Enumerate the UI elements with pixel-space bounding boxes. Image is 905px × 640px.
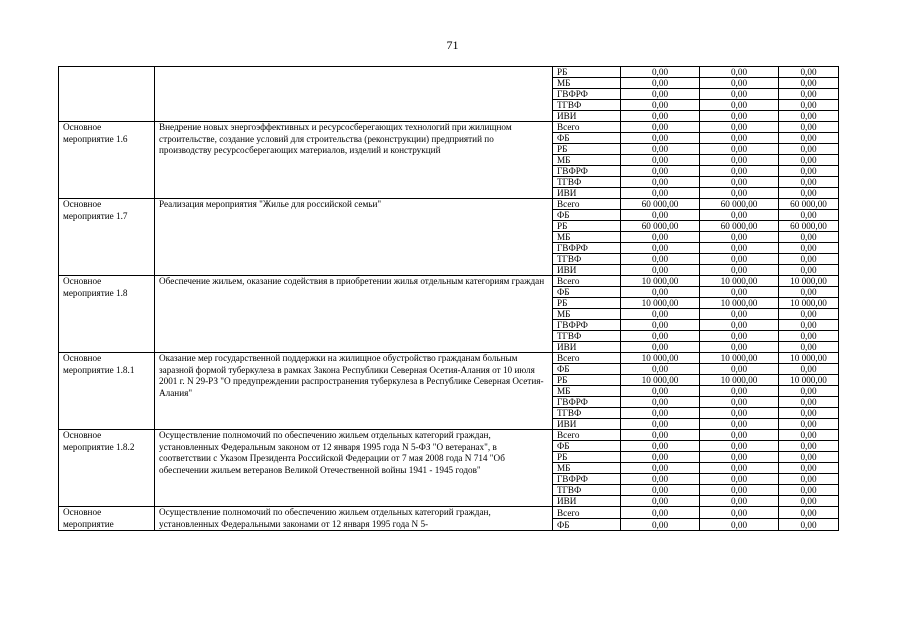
measure-description-cell: Осуществление полномочий по обеспечению жильем отдельных категорий граждан, установленных Федеральным законом от 12 января 1995 года N 5-ФЗ "О ветеранах", в соответствии с Указом Президента Российской Федерации от 7 мая 2008 года N 714 "Об обеспечении жильем ветеранов Великой Отечественной войны 1941 - 1945 годов" [155,430,553,507]
amount-cell: 0,00 [700,496,779,507]
amount-cell: 0,00 [621,232,700,243]
table-row [59,353,839,364]
budget-table-body [59,67,839,531]
amount-cell: 0,00 [621,342,700,353]
amount-cell: 0,00 [700,100,779,111]
funding-source-cell: ИВИ [553,496,621,507]
amount-cell: 0,00 [621,496,700,507]
amount-cell: 0,00 [779,419,839,430]
amount-cell: 0,00 [621,188,700,199]
amount-cell: 0,00 [700,210,779,221]
amount-cell: 0,00 [621,122,700,133]
amount-cell: 0,00 [621,419,700,430]
amount-cell: 0,00 [700,320,779,331]
funding-source-cell: ИВИ [553,419,621,430]
amount-cell: 0,00 [700,232,779,243]
table-row [59,276,839,287]
amount-cell: 0,00 [700,331,779,342]
funding-source-cell: ИВИ [553,111,621,122]
measure-description-cell: Реализация мероприятия "Жилье для российской семьи" [155,199,553,276]
amount-cell: 10 000,00 [779,353,839,364]
amount-cell: 0,00 [621,100,700,111]
amount-cell: 10 000,00 [779,276,839,287]
amount-cell: 0,00 [621,89,700,100]
measure-name-cell [59,67,155,122]
amount-cell: 0,00 [700,309,779,320]
amount-cell: 0,00 [700,463,779,474]
funding-source-cell: ФБ [553,519,621,531]
amount-cell: 0,00 [779,507,839,519]
amount-cell: 0,00 [700,419,779,430]
amount-cell: 60 000,00 [621,199,700,210]
amount-cell: 0,00 [779,67,839,78]
amount-cell: 0,00 [779,342,839,353]
funding-source-cell: Всего [553,199,621,210]
amount-cell: 0,00 [700,342,779,353]
funding-source-cell: ИВИ [553,265,621,276]
amount-cell: 0,00 [700,122,779,133]
measure-name-cell: Основное мероприятие 1.8.2 [59,430,155,507]
amount-cell: 0,00 [779,519,839,531]
amount-cell: 0,00 [779,397,839,408]
amount-cell: 0,00 [779,166,839,177]
funding-source-cell: ГВФРФ [553,474,621,485]
amount-cell: 0,00 [700,166,779,177]
funding-source-cell: РБ [553,375,621,386]
table-row [59,507,839,519]
amount-cell: 0,00 [779,188,839,199]
amount-cell: 0,00 [779,287,839,298]
amount-cell: 0,00 [700,243,779,254]
amount-cell: 0,00 [779,254,839,265]
funding-source-cell: РБ [553,452,621,463]
funding-source-cell: ТГВФ [553,254,621,265]
amount-cell: 0,00 [621,364,700,375]
amount-cell: 0,00 [621,441,700,452]
amount-cell: 0,00 [700,430,779,441]
amount-cell: 0,00 [621,67,700,78]
amount-cell: 60 000,00 [779,199,839,210]
amount-cell: 0,00 [779,364,839,375]
budget-table [58,66,839,531]
funding-source-cell: ФБ [553,287,621,298]
measure-name-cell: Основное мероприятие [59,507,155,531]
funding-source-cell: РБ [553,144,621,155]
amount-cell: 0,00 [700,188,779,199]
funding-source-cell: ГВФРФ [553,243,621,254]
amount-cell: 10 000,00 [700,276,779,287]
amount-cell: 0,00 [621,320,700,331]
amount-cell: 0,00 [621,430,700,441]
amount-cell: 0,00 [779,177,839,188]
amount-cell: 0,00 [779,331,839,342]
amount-cell: 0,00 [700,111,779,122]
table-row [59,430,839,441]
measure-description-cell: Обеспечение жильем, оказание содействия в приобретении жилья отдельным категориям граждан [155,276,553,353]
funding-source-cell: Всего [553,276,621,287]
amount-cell: 10 000,00 [621,375,700,386]
table-row [59,199,839,210]
amount-cell: 0,00 [779,452,839,463]
amount-cell: 0,00 [779,100,839,111]
amount-cell: 0,00 [621,519,700,531]
amount-cell: 0,00 [621,254,700,265]
amount-cell: 0,00 [700,254,779,265]
amount-cell: 0,00 [779,78,839,89]
amount-cell: 0,00 [700,441,779,452]
amount-cell: 60 000,00 [779,221,839,232]
amount-cell: 0,00 [779,309,839,320]
measure-name-cell: Основное мероприятие 1.7 [59,199,155,276]
amount-cell: 0,00 [700,78,779,89]
amount-cell: 0,00 [700,408,779,419]
amount-cell: 0,00 [621,408,700,419]
amount-cell: 0,00 [779,430,839,441]
funding-source-cell: МБ [553,463,621,474]
amount-cell: 0,00 [621,397,700,408]
amount-cell: 0,00 [779,408,839,419]
funding-source-cell: ИВИ [553,188,621,199]
amount-cell: 10 000,00 [621,353,700,364]
amount-cell: 0,00 [779,441,839,452]
amount-cell: 0,00 [700,519,779,531]
amount-cell: 0,00 [700,397,779,408]
amount-cell: 0,00 [700,474,779,485]
funding-source-cell: Всего [553,122,621,133]
amount-cell: 60 000,00 [700,199,779,210]
amount-cell: 0,00 [700,177,779,188]
amount-cell: 0,00 [700,67,779,78]
amount-cell: 0,00 [779,386,839,397]
funding-source-cell: ФБ [553,364,621,375]
funding-source-cell: ИВИ [553,342,621,353]
amount-cell: 0,00 [621,133,700,144]
funding-source-cell: ТГВФ [553,177,621,188]
funding-source-cell: ТГВФ [553,100,621,111]
amount-cell: 0,00 [700,364,779,375]
amount-cell: 0,00 [779,144,839,155]
amount-cell: 0,00 [779,320,839,331]
funding-source-cell: ГВФРФ [553,89,621,100]
amount-cell: 0,00 [621,485,700,496]
measure-description-cell: Оказание мер государственной поддержки на жилищное обустройство гражданам больным заразной формой туберкулеза в рамках Закона Республики Северная Осетия-Алания от 10 июля 2001 г. N 29-РЗ "О предупреждении распространения туберкулеза в Республике Северная Осетия-Алания" [155,353,553,430]
measure-name-cell: Основное мероприятие 1.8.1 [59,353,155,430]
measure-description-cell [155,67,553,122]
amount-cell: 0,00 [779,474,839,485]
measure-description-cell: Осуществление полномочий по обеспечению жильем отдельных категорий граждан, установленных Федеральными законами от 12 января 1995 года N 5- [155,507,553,531]
funding-source-cell: Всего [553,430,621,441]
amount-cell: 0,00 [700,133,779,144]
amount-cell: 0,00 [621,287,700,298]
amount-cell: 0,00 [779,89,839,100]
amount-cell: 60 000,00 [621,221,700,232]
funding-source-cell: ФБ [553,133,621,144]
funding-source-cell: МБ [553,386,621,397]
amount-cell: 10 000,00 [779,375,839,386]
amount-cell: 0,00 [621,309,700,320]
funding-source-cell: ГВФРФ [553,320,621,331]
funding-source-cell: РБ [553,298,621,309]
funding-source-cell: Всего [553,507,621,519]
funding-source-cell: МБ [553,155,621,166]
amount-cell: 0,00 [779,155,839,166]
amount-cell: 0,00 [621,78,700,89]
amount-cell: 0,00 [621,111,700,122]
amount-cell: 0,00 [621,463,700,474]
amount-cell: 10 000,00 [700,375,779,386]
amount-cell: 0,00 [700,386,779,397]
amount-cell: 0,00 [779,111,839,122]
funding-source-cell: ТГВФ [553,408,621,419]
amount-cell: 0,00 [700,265,779,276]
amount-cell: 0,00 [700,485,779,496]
funding-source-cell: ТГВФ [553,331,621,342]
amount-cell: 0,00 [779,133,839,144]
amount-cell: 0,00 [621,386,700,397]
table-row [59,67,839,78]
funding-source-cell: МБ [553,78,621,89]
amount-cell: 0,00 [700,144,779,155]
amount-cell: 10 000,00 [621,298,700,309]
amount-cell: 10 000,00 [700,353,779,364]
amount-cell: 0,00 [621,243,700,254]
funding-source-cell: ФБ [553,210,621,221]
amount-cell: 0,00 [779,463,839,474]
table-row [59,122,839,133]
funding-source-cell: РБ [553,67,621,78]
amount-cell: 0,00 [779,232,839,243]
funding-source-cell: ТГВФ [553,485,621,496]
amount-cell: 0,00 [621,144,700,155]
amount-cell: 0,00 [621,155,700,166]
funding-source-cell: ФБ [553,441,621,452]
funding-source-cell: РБ [553,221,621,232]
amount-cell: 0,00 [779,122,839,133]
amount-cell: 0,00 [621,452,700,463]
amount-cell: 0,00 [779,496,839,507]
amount-cell: 60 000,00 [700,221,779,232]
funding-source-cell: МБ [553,232,621,243]
measure-description-cell: Внедрение новых энергоэффективных и ресурсосберегающих технологий при жилищном строительстве, создание условий для строительства (реконструкции) предприятий по производству ресурсосберегающих материалов, изделий и конструкций [155,122,553,199]
amount-cell: 0,00 [700,452,779,463]
amount-cell: 0,00 [700,507,779,519]
funding-source-cell: ГВФРФ [553,397,621,408]
amount-cell: 0,00 [621,265,700,276]
funding-source-cell: МБ [553,309,621,320]
funding-source-cell: ГВФРФ [553,166,621,177]
measure-name-cell: Основное мероприятие 1.8 [59,276,155,353]
amount-cell: 0,00 [700,89,779,100]
amount-cell: 0,00 [621,166,700,177]
amount-cell: 10 000,00 [779,298,839,309]
amount-cell: 10 000,00 [621,276,700,287]
amount-cell: 0,00 [621,177,700,188]
amount-cell: 0,00 [621,507,700,519]
amount-cell: 0,00 [700,155,779,166]
amount-cell: 10 000,00 [700,298,779,309]
page-number: 71 [446,38,459,52]
amount-cell: 0,00 [700,287,779,298]
amount-cell: 0,00 [621,210,700,221]
amount-cell: 0,00 [779,265,839,276]
amount-cell: 0,00 [779,243,839,254]
amount-cell: 0,00 [779,485,839,496]
amount-cell: 0,00 [621,474,700,485]
amount-cell: 0,00 [779,210,839,221]
funding-source-cell: Всего [553,353,621,364]
measure-name-cell: Основное мероприятие 1.6 [59,122,155,199]
amount-cell: 0,00 [621,331,700,342]
